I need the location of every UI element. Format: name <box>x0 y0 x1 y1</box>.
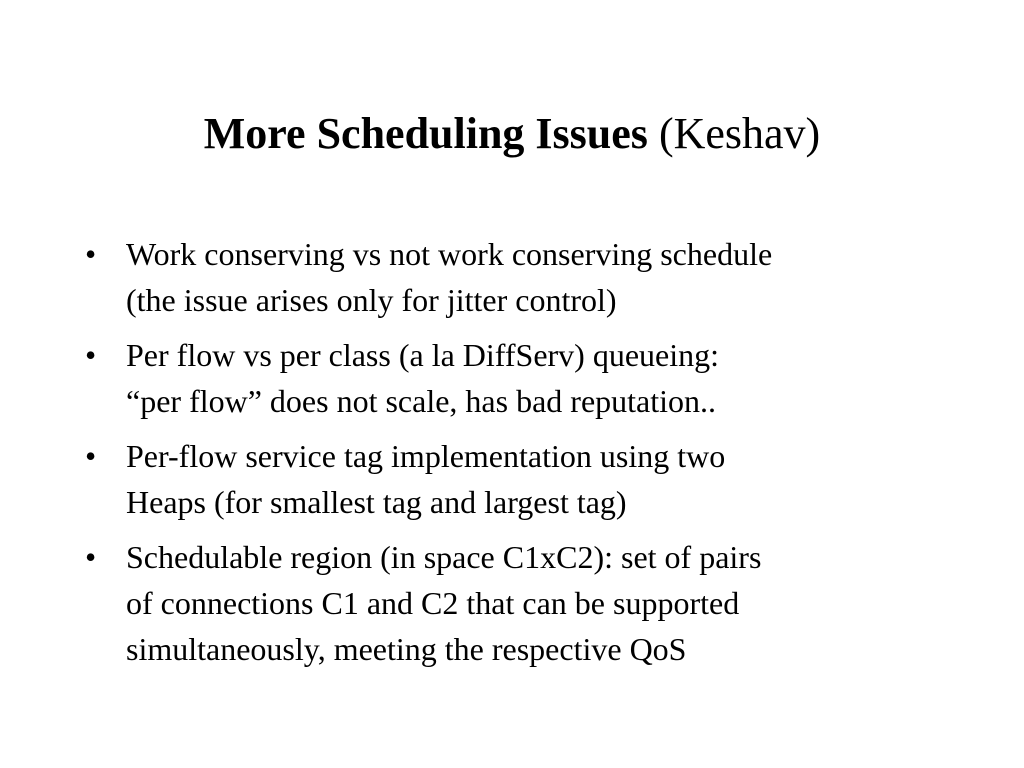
bullet-line: Heaps (for smallest tag and largest tag) <box>126 484 627 520</box>
bullet-line: of connections C1 and C2 that can be supported <box>126 585 740 621</box>
bullet-item-work-conserving <box>85 231 955 323</box>
bullet-line: (the issue arises only for jitter control) <box>126 282 617 318</box>
bullet-list <box>85 231 955 681</box>
slide-title-main: More Scheduling Issues <box>203 109 648 158</box>
bullet-line: “per flow” does not scale, has bad reputation.. <box>126 383 717 419</box>
bullet-item-service-tag <box>85 433 955 525</box>
bullet-icon: • <box>85 539 97 575</box>
bullet-line: Per flow vs per class (a la DiffServ) queueing: <box>126 337 720 373</box>
slide-title-sub: (Keshav) <box>658 109 821 158</box>
bullet-item-schedulable-region <box>85 534 955 672</box>
bullet-line: Schedulable region (in space C1xC2): set of pairs <box>126 539 762 575</box>
bullet-line: Per-flow service tag implementation using two <box>126 438 726 474</box>
bullet-line: Work conserving vs not work conserving schedule <box>126 236 773 272</box>
bullet-item-per-flow <box>85 332 955 424</box>
bullet-icon: • <box>85 337 97 373</box>
bullet-line: simultaneously, meeting the respective QoS <box>126 631 687 667</box>
bullet-icon: • <box>85 438 97 474</box>
slide-title <box>0 108 1024 160</box>
bullet-icon: • <box>85 236 97 272</box>
